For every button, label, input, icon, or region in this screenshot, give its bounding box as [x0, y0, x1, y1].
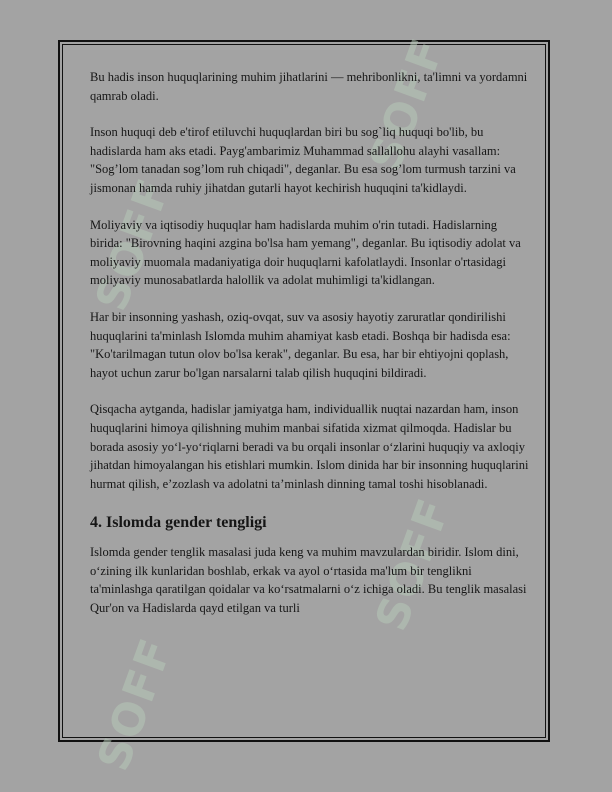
- section-heading: 4. Islomda gender tengligi: [90, 514, 267, 532]
- paragraph: Bu hadis inson huquqlarining muhim jihatlarini — mehribonlikni, ta'limni va yordamni qamrab oladi.: [90, 70, 528, 103]
- watermark-4: SOFF: [366, 491, 461, 638]
- paragraph: Qisqacha aytganda, hadislar jamiyatga ham, individuallik nuqtai nazardan ham, inson huquqlarini himoya qilishning muhim manbai sifatida xizmat qilmoqda. Hadislar bu borada asosiy yo‘l-yo‘riqlarni beradi va bu orqali insonlar o‘zlarini huquqiy va axloqiy jihatdan himoyalangan his etishlari mumkin. Islom dinida har bir insonning huquqlarini hurmat qilish, e’zozlash va adolatni ta’minlash dinning tamal toshi hisoblanadi.: [90, 402, 529, 491]
- paragraph: Har bir insonning yashash, oziq-ovqat, suv va asosiy hayotiy zaruratlar qondirilishi huquqlarini ta'minlash Islomda muhim ahamiyat kasb etadi. Boshqa bir hadisda esa: "Ko'tarilmagan tutun olov bo'lsa kerak", deganlar. Bu esa, har bir ehtiyojni qoplash, hayot uchun zarur bo'lgan narsalarni talab qilish huquqini bildiradi.: [90, 309, 511, 380]
- watermark-2: SOFF: [360, 31, 455, 178]
- paragraph: Inson huquqi deb e'tirof etiluvchi huquqlardan biri bu sog`liq huquqi bo'lib, bu hadislarda ham aks etadi. Payg'ambarimiz Muhammad sallallohu alayhi vasallam: "Sog’lom tanadan sog’lom ruh chiqadi", deganlar. Bu esa sog’lom turmush tarzini va jismonan hamda ruhiy jihatdan gutarli hayot kechirish huquqini ta'kidlaydi.: [90, 125, 516, 195]
- paragraph: Islomda gender tenglik masalasi juda keng va muhim mavzulardan biridir. Islom dini, o‘zining ilk kunlaridan boshlab, erkak va ayol o‘rtasida ma'lum bir tenglikni ta'minlashga qaratilgan qoidalar va ko‘rsatmalarni o‘z ichiga oladi. Bu tenglik masalasi Qur'on va Hadislarda qayd etilgan va turli: [90, 545, 527, 616]
- paragraph: Moliyaviy va iqtisodiy huquqlar ham hadislarda muhim o'rin tutadi. Hadislarning birida: "Birovning haqini azgina bo'lsa ham yemang", deganlar. Bu iqtisodiy adolat va moliyaviy muomala madaniyatiga doir huquqlarni kafolatlaydi. Insonlar o'rtasidagi moliyaviy munosabatlarda halollik va adolat muhimligi ta'kidlangan.: [90, 217, 521, 288]
- document-body: [90, 68, 530, 636]
- watermark-3: SOFF: [88, 631, 183, 778]
- watermark-1: SOFF: [86, 171, 181, 318]
